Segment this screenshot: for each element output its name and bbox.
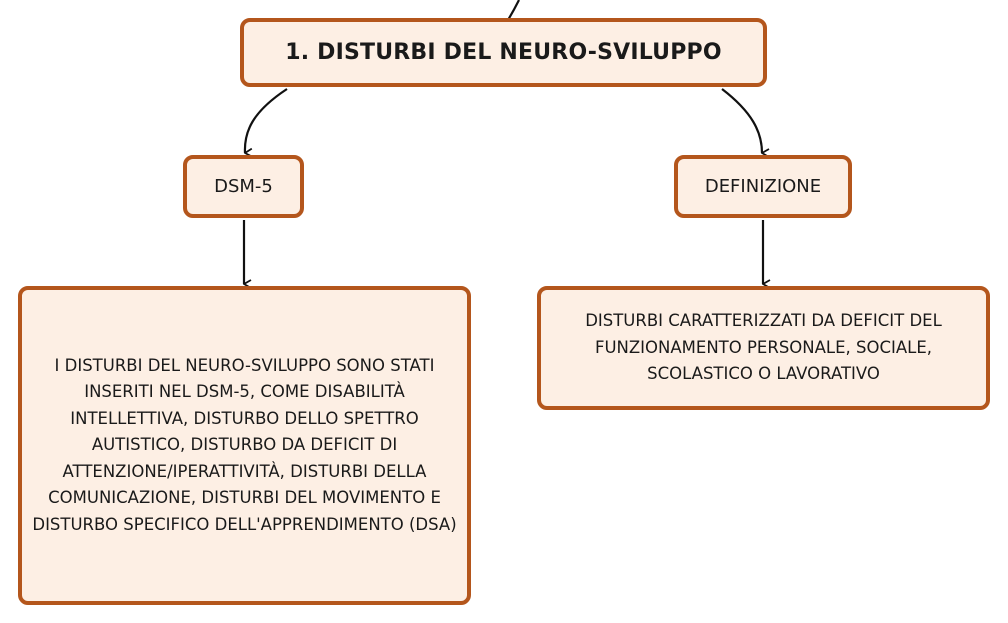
branch-label-definizione: DEFINIZIONE (704, 176, 822, 197)
branch-node-definizione[interactable] (674, 155, 852, 218)
root-title: 1. DISTURBI DEL NEURO-SVILUPPO (285, 40, 722, 65)
connector-root-to-definizione (722, 89, 762, 153)
branch-label-dsm: DSM-5 (214, 176, 273, 197)
dsm-description-text: I DISTURBI DEL NEURO-SVILUPPO SONO STATI INSERITI NEL DSM-5, COME DISABILITÀ INTELLETTIVA, DISTURBO DELLO SPETTRO AUTISTICO, DISTURBO DA DEFICIT DI ATTENZIONE/IPERATTIVITÀ, DISTURBI DELLA COMUNICAZIONE, DISTURBI DEL MOVIMENTO E DISTURBO SPECIFICO DELL'APPRENDIMENTO (DSA) (32, 355, 457, 534)
connector-incoming (508, 0, 519, 20)
connector-root-to-dsm (245, 89, 287, 153)
definizione-description-text: DISTURBI CARATTERIZZATI DA DEFICIT DEL FUNZIONAMENTO PERSONALE, SOCIALE, SCOLASTICO O LAVORATIVO (585, 311, 942, 384)
branch-node-dsm[interactable] (183, 155, 304, 218)
definizione-description-node[interactable] (537, 286, 990, 410)
dsm-description-node[interactable] (18, 286, 471, 605)
root-node[interactable] (240, 18, 767, 87)
